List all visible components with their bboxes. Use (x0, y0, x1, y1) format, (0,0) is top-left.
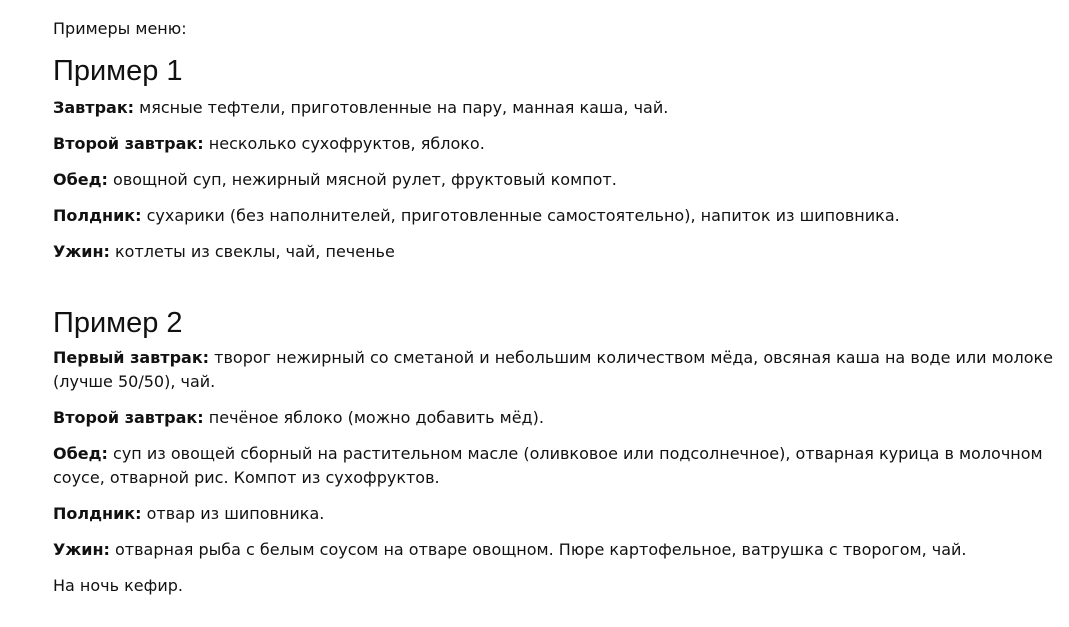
meal-label: Завтрак: (53, 98, 135, 117)
night-snack-text: На ночь кефир. (53, 576, 183, 595)
intro-text: Примеры меню: (53, 19, 187, 38)
meal-item (53, 502, 1063, 526)
meal-item (53, 346, 1063, 394)
meal-item (53, 204, 1063, 228)
menu-example-2 (53, 306, 1063, 598)
document-page (53, 0, 1063, 598)
meal-label: Обед: (53, 444, 108, 463)
meal-text: отвар из шиповника. (141, 504, 325, 523)
meal-text: несколько сухофруктов, яблоко. (203, 134, 485, 153)
example-1-heading: Пример 1 (53, 55, 183, 87)
meal-text: отварная рыба с белым соусом на отваре овощном. Пюре картофельное, ватрушка с творогом, чай. (109, 540, 967, 559)
meal-label: Полдник: (53, 206, 142, 225)
meal-label: Второй завтрак: (53, 134, 204, 153)
meal-item (53, 132, 1063, 156)
meal-item (53, 96, 1063, 120)
meal-item (53, 406, 1063, 430)
meal-label: Ужин: (53, 242, 110, 261)
meal-item (53, 240, 1063, 264)
meal-label: Полдник: (53, 504, 142, 523)
meal-text: творог нежирный со сметаной и небольшим количеством мёда, овсяная каша на воде или молоке (лучше 50/50), чай. (53, 348, 1054, 391)
meal-label: Второй завтрак: (53, 408, 204, 427)
meal-text: сухарики (без наполнителей, приготовленные самостоятельно), напиток из шиповника. (141, 206, 900, 225)
meal-text: суп из овощей сборный на растительном масле (оливковое или подсолнечное), отварная курица в молочном соусе, отварной рис. Компот из сухофруктов. (53, 444, 1043, 487)
meal-item (53, 538, 1063, 562)
meal-label: Первый завтрак: (53, 348, 210, 367)
menu-example-1 (53, 54, 1063, 264)
meal-text: котлеты из свеклы, чай, печенье (109, 242, 395, 261)
meal-item (53, 168, 1063, 192)
meal-label: Обед: (53, 170, 108, 189)
meal-text: овощной суп, нежирный мясной рулет, фруктовый компот. (107, 170, 617, 189)
meal-label: Ужин: (53, 540, 110, 559)
meal-text: мясные тефтели, приготовленные на пару, манная каша, чай. (134, 98, 669, 117)
meal-item (53, 442, 1063, 490)
example-2-heading: Пример 2 (53, 307, 183, 339)
meal-text: печёное яблоко (можно добавить мёд). (203, 408, 544, 427)
